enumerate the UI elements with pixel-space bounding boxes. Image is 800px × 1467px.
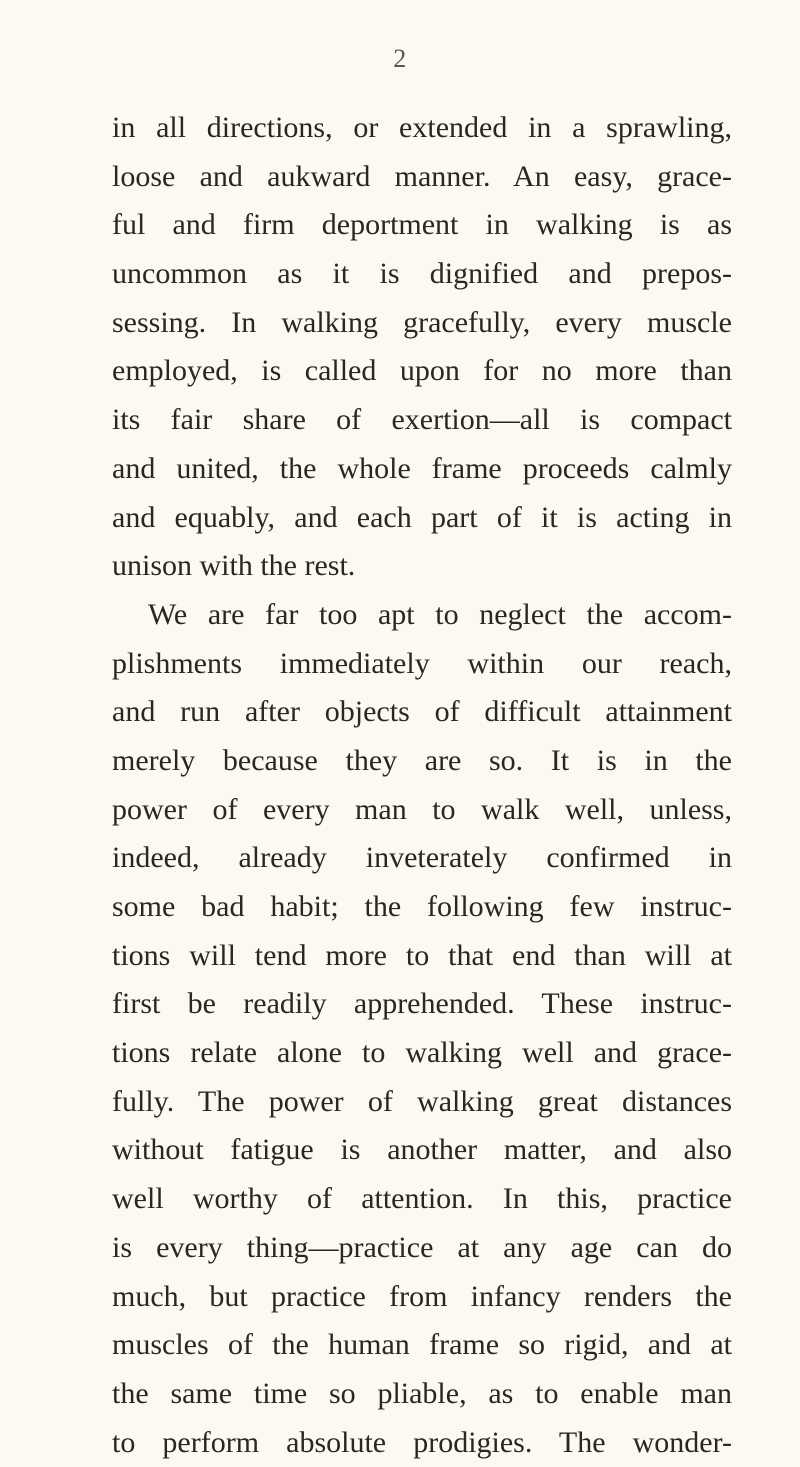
text-line: tions relate alone to walking well and grace- <box>112 1036 732 1070</box>
text-line: is every thing—practice at any age can do <box>112 1230 732 1264</box>
text-line: plishments immediately within our reach, <box>112 646 732 680</box>
text-line: merely because they are so. It is in the <box>112 743 732 777</box>
text-line: ful and firm deportment in walking is as <box>112 208 732 242</box>
page-number: 2 <box>393 44 407 73</box>
body-text <box>112 104 732 1467</box>
text-line: We are far too apt to neglect the accom- <box>148 597 732 631</box>
text-line: much, but practice from infancy renders the <box>112 1279 732 1313</box>
text-line: muscles of the human frame so rigid, and at <box>112 1328 732 1362</box>
text-line: to perform absolute prodigies. The wonder- <box>112 1425 732 1459</box>
text-line: loose and aukward manner. An easy, grace- <box>112 159 732 193</box>
text-line: and united, the whole frame proceeds calmly <box>112 451 732 485</box>
text-line: well worthy of attention. In this, practice <box>112 1182 732 1216</box>
text-line: indeed, already inveterately confirmed in <box>112 841 732 875</box>
text-line: some bad habit; the following few instruc- <box>112 890 732 923</box>
text-line: fully. The power of walking great distances <box>112 1084 732 1118</box>
text-line: sessing. In walking gracefully, every muscle <box>112 305 732 339</box>
text-line: uncommon as it is dignified and prepos- <box>112 257 732 291</box>
text-line: unison with the rest. <box>112 549 356 583</box>
text-line: in all directions, or extended in a sprawling, <box>112 111 732 144</box>
text-line: employed, is called upon for no more than <box>112 354 732 388</box>
text-line: its fair share of exertion—all is compact <box>112 403 732 437</box>
text-line: first be readily apprehended. These instruc- <box>112 987 732 1021</box>
text-line: the same time so pliable, as to enable man <box>112 1376 732 1410</box>
text-line: and run after objects of difficult attainment <box>112 695 732 729</box>
text-line: power of every man to walk well, unless, <box>112 792 732 826</box>
text-line: without fatigue is another matter, and also <box>112 1133 732 1167</box>
text-line: and equably, and each part of it is acting in <box>112 500 732 534</box>
text-line: tions will tend more to that end than will at <box>112 938 732 972</box>
